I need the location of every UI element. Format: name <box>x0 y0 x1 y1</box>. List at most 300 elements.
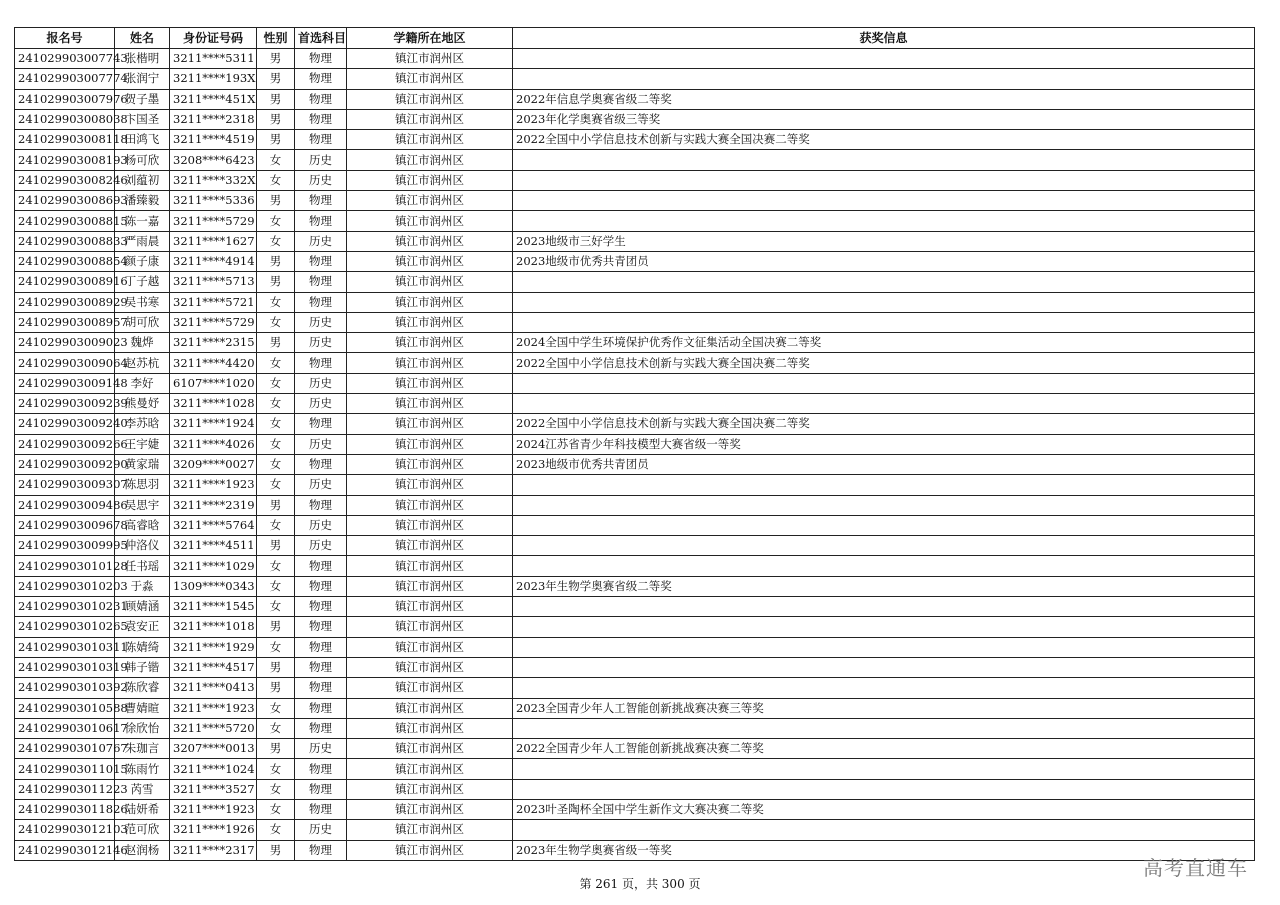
cell-name: 芮雪 <box>115 779 170 799</box>
cell-region: 镇江市润州区 <box>347 617 513 637</box>
table-row <box>15 475 1255 495</box>
cell-subject: 物理 <box>295 353 347 373</box>
cell-awards: 2022全国中小学信息技术创新与实践大赛全国决赛二等奖 <box>513 353 1255 373</box>
cell-id-number: 3211****4517 <box>170 657 257 677</box>
cell-name: 赵苏杭 <box>115 353 170 373</box>
cell-subject: 历史 <box>295 312 347 332</box>
table-row <box>15 515 1255 535</box>
cell-registration-no: 241029903010767 <box>15 739 115 759</box>
cell-name: 赵润杨 <box>115 840 170 860</box>
cell-region: 镇江市润州区 <box>347 434 513 454</box>
cell-gender: 女 <box>257 211 295 231</box>
cell-gender: 女 <box>257 150 295 170</box>
cell-id-number: 3211****332X <box>170 170 257 190</box>
cell-id-number: 3211****451X <box>170 89 257 109</box>
cell-id-number: 3211****2318 <box>170 109 257 129</box>
cell-subject: 物理 <box>295 414 347 434</box>
cell-name: 陆妍希 <box>115 799 170 819</box>
cell-id-number: 3211****5764 <box>170 515 257 535</box>
cell-awards: 2024江苏省青少年科技模型大赛省级一等奖 <box>513 434 1255 454</box>
cell-region: 镇江市润州区 <box>347 515 513 535</box>
cell-subject: 历史 <box>295 333 347 353</box>
table-row <box>15 434 1255 454</box>
cell-registration-no: 241029903009023 <box>15 333 115 353</box>
cell-region: 镇江市润州区 <box>347 576 513 596</box>
cell-registration-no: 241029903011223 <box>15 779 115 799</box>
cell-awards <box>513 597 1255 617</box>
cell-awards <box>513 150 1255 170</box>
cell-subject: 历史 <box>295 434 347 454</box>
cell-subject: 物理 <box>295 130 347 150</box>
cell-subject: 物理 <box>295 109 347 129</box>
cell-gender: 女 <box>257 414 295 434</box>
cell-registration-no: 241029903010588 <box>15 698 115 718</box>
cell-subject: 物理 <box>295 637 347 657</box>
table-row <box>15 759 1255 779</box>
cell-name: 韩子锴 <box>115 657 170 677</box>
cell-name: 田鸿飞 <box>115 130 170 150</box>
cell-id-number: 3211****5720 <box>170 718 257 738</box>
table-row <box>15 556 1255 576</box>
cell-name: 范可欣 <box>115 820 170 840</box>
table-row <box>15 49 1255 69</box>
cell-subject: 历史 <box>295 739 347 759</box>
cell-awards <box>513 211 1255 231</box>
cell-subject: 物理 <box>295 272 347 292</box>
cell-region: 镇江市润州区 <box>347 678 513 698</box>
table-row <box>15 130 1255 150</box>
cell-registration-no: 241029903010128 <box>15 556 115 576</box>
cell-subject: 物理 <box>295 576 347 596</box>
cell-awards: 2022年信息学奥赛省级二等奖 <box>513 89 1255 109</box>
cell-name: 张润宁 <box>115 69 170 89</box>
cell-awards <box>513 49 1255 69</box>
cell-name: 李好 <box>115 373 170 393</box>
cell-gender: 女 <box>257 292 295 312</box>
cell-name: 袁安正 <box>115 617 170 637</box>
table-row <box>15 739 1255 759</box>
cell-gender: 女 <box>257 231 295 251</box>
cell-subject: 物理 <box>295 89 347 109</box>
table-row <box>15 799 1255 819</box>
table-row <box>15 779 1255 799</box>
cell-subject: 物理 <box>295 191 347 211</box>
cell-id-number: 3211****1029 <box>170 556 257 576</box>
cell-registration-no: 241029903010617 <box>15 718 115 738</box>
cell-gender: 男 <box>257 617 295 637</box>
table-row <box>15 597 1255 617</box>
cell-registration-no: 241029903010392 <box>15 678 115 698</box>
table-row <box>15 109 1255 129</box>
cell-subject: 物理 <box>295 454 347 474</box>
cell-subject: 物理 <box>295 617 347 637</box>
cell-id-number: 3211****4519 <box>170 130 257 150</box>
table-row <box>15 820 1255 840</box>
cell-registration-no: 241029903011015 <box>15 759 115 779</box>
cell-name: 刘蕴初 <box>115 170 170 190</box>
cell-subject: 历史 <box>295 536 347 556</box>
cell-registration-no: 241029903009995 <box>15 536 115 556</box>
cell-gender: 男 <box>257 130 295 150</box>
cell-subject: 物理 <box>295 698 347 718</box>
cell-region: 镇江市润州区 <box>347 698 513 718</box>
cell-registration-no: 241029903008929 <box>15 292 115 312</box>
cell-registration-no: 241029903008038 <box>15 109 115 129</box>
cell-subject: 物理 <box>295 678 347 698</box>
table-row <box>15 718 1255 738</box>
cell-gender: 男 <box>257 495 295 515</box>
table-row <box>15 657 1255 677</box>
cell-gender: 女 <box>257 820 295 840</box>
cell-name: 朱珈言 <box>115 739 170 759</box>
cell-id-number: 3211****5713 <box>170 272 257 292</box>
cell-name: 卞国圣 <box>115 109 170 129</box>
table-row <box>15 312 1255 332</box>
cell-gender: 男 <box>257 840 295 860</box>
table-row <box>15 211 1255 231</box>
cell-id-number: 3211****1627 <box>170 231 257 251</box>
cell-gender: 男 <box>257 536 295 556</box>
cell-region: 镇江市润州区 <box>347 759 513 779</box>
cell-gender: 女 <box>257 779 295 799</box>
table-row <box>15 576 1255 596</box>
cell-region: 镇江市润州区 <box>347 414 513 434</box>
table-row <box>15 231 1255 251</box>
cell-gender: 女 <box>257 799 295 819</box>
cell-registration-no: 241029903010203 <box>15 576 115 596</box>
cell-gender: 男 <box>257 49 295 69</box>
cell-gender: 女 <box>257 698 295 718</box>
table-row <box>15 454 1255 474</box>
cell-gender: 女 <box>257 515 295 535</box>
cell-subject: 历史 <box>295 820 347 840</box>
cell-id-number: 3209****0027 <box>170 454 257 474</box>
cell-name: 顾婧涵 <box>115 597 170 617</box>
table-row <box>15 495 1255 515</box>
cell-awards: 2023地级市优秀共青团员 <box>513 454 1255 474</box>
cell-awards: 2022全国中小学信息技术创新与实践大赛全国决赛二等奖 <box>513 414 1255 434</box>
cell-awards: 2023地级市优秀共青团员 <box>513 251 1255 271</box>
cell-awards <box>513 657 1255 677</box>
cell-subject: 物理 <box>295 597 347 617</box>
cell-name: 贺子墨 <box>115 89 170 109</box>
cell-awards: 2023年化学奥赛省级三等奖 <box>513 109 1255 129</box>
cell-registration-no: 241029903009148 <box>15 373 115 393</box>
cell-awards <box>513 312 1255 332</box>
cell-name: 徐欣怡 <box>115 718 170 738</box>
cell-name: 仲洛仪 <box>115 536 170 556</box>
cell-awards: 2023年生物学奥赛省级二等奖 <box>513 576 1255 596</box>
cell-subject: 物理 <box>295 799 347 819</box>
table-header-row <box>15 28 1255 49</box>
cell-awards: 2023年生物学奥赛省级一等奖 <box>513 840 1255 860</box>
page-number: 第 261 页，共 300 页 <box>579 877 701 891</box>
cell-region: 镇江市润州区 <box>347 130 513 150</box>
cell-awards <box>513 617 1255 637</box>
cell-registration-no: 241029903008957 <box>15 312 115 332</box>
cell-registration-no: 241029903007774 <box>15 69 115 89</box>
cell-gender: 女 <box>257 718 295 738</box>
cell-subject: 历史 <box>295 150 347 170</box>
cell-region: 镇江市润州区 <box>347 312 513 332</box>
cell-subject: 物理 <box>295 251 347 271</box>
cell-name: 熊曼妤 <box>115 394 170 414</box>
cell-subject: 历史 <box>295 394 347 414</box>
cell-registration-no: 241029903008854 <box>15 251 115 271</box>
cell-gender: 女 <box>257 312 295 332</box>
cell-registration-no: 241029903008833 <box>15 231 115 251</box>
cell-region: 镇江市润州区 <box>347 109 513 129</box>
cell-id-number: 3211****2319 <box>170 495 257 515</box>
cell-id-number: 3211****5336 <box>170 191 257 211</box>
cell-region: 镇江市润州区 <box>347 820 513 840</box>
cell-registration-no: 241029903009239 <box>15 394 115 414</box>
cell-region: 镇江市润州区 <box>347 211 513 231</box>
cell-name: 吴书寒 <box>115 292 170 312</box>
cell-subject: 物理 <box>295 718 347 738</box>
cell-id-number: 3211****5729 <box>170 211 257 231</box>
cell-region: 镇江市润州区 <box>347 333 513 353</box>
cell-region: 镇江市润州区 <box>347 231 513 251</box>
cell-name: 黄家瑞 <box>115 454 170 474</box>
cell-subject: 历史 <box>295 515 347 535</box>
cell-region: 镇江市润州区 <box>347 251 513 271</box>
cell-region: 镇江市润州区 <box>347 739 513 759</box>
cell-gender: 女 <box>257 759 295 779</box>
cell-id-number: 3211****193X <box>170 69 257 89</box>
table-row <box>15 840 1255 860</box>
cell-name: 陈思羽 <box>115 475 170 495</box>
cell-awards: 2024全国中学生环境保护优秀作文征集活动全国决赛二等奖 <box>513 333 1255 353</box>
cell-id-number: 3211****1924 <box>170 414 257 434</box>
cell-region: 镇江市润州区 <box>347 718 513 738</box>
award-table <box>14 27 1255 861</box>
cell-id-number: 3211****1018 <box>170 617 257 637</box>
cell-id-number: 3211****0413 <box>170 678 257 698</box>
cell-gender: 男 <box>257 657 295 677</box>
table-row <box>15 678 1255 698</box>
cell-region: 镇江市润州区 <box>347 49 513 69</box>
watermark: 高考直通车 <box>1143 856 1248 880</box>
cell-registration-no: 241029903010265 <box>15 617 115 637</box>
header-id-number: 身份证号码 <box>170 28 257 49</box>
cell-subject: 物理 <box>295 211 347 231</box>
cell-region: 镇江市润州区 <box>347 536 513 556</box>
table-row <box>15 617 1255 637</box>
cell-name: 张楷明 <box>115 49 170 69</box>
cell-registration-no: 241029903009240 <box>15 414 115 434</box>
cell-id-number: 3211****4511 <box>170 536 257 556</box>
cell-awards <box>513 820 1255 840</box>
cell-awards <box>513 191 1255 211</box>
cell-registration-no: 241029903007743 <box>15 49 115 69</box>
cell-id-number: 3211****1545 <box>170 597 257 617</box>
cell-id-number: 3211****1923 <box>170 475 257 495</box>
cell-name: 李苏晗 <box>115 414 170 434</box>
cell-awards: 2022全国中小学信息技术创新与实践大赛全国决赛二等奖 <box>513 130 1255 150</box>
cell-id-number: 3211****4914 <box>170 251 257 271</box>
cell-subject: 物理 <box>295 779 347 799</box>
cell-id-number: 3211****2315 <box>170 333 257 353</box>
cell-region: 镇江市润州区 <box>347 637 513 657</box>
cell-name: 任书瑶 <box>115 556 170 576</box>
cell-region: 镇江市润州区 <box>347 89 513 109</box>
cell-id-number: 3211****1929 <box>170 637 257 657</box>
cell-name: 曹婧暄 <box>115 698 170 718</box>
cell-awards: 2023叶圣陶杯全国中学生新作文大赛决赛二等奖 <box>513 799 1255 819</box>
cell-id-number: 3211****1923 <box>170 799 257 819</box>
table-row <box>15 698 1255 718</box>
cell-id-number: 3211****5729 <box>170 312 257 332</box>
cell-name: 陈欣睿 <box>115 678 170 698</box>
cell-awards <box>513 718 1255 738</box>
cell-awards <box>513 536 1255 556</box>
cell-id-number: 3207****0013 <box>170 739 257 759</box>
cell-gender: 男 <box>257 333 295 353</box>
header-gender: 性别 <box>257 28 295 49</box>
cell-id-number: 6107****1020 <box>170 373 257 393</box>
cell-gender: 女 <box>257 170 295 190</box>
cell-gender: 男 <box>257 678 295 698</box>
table-row <box>15 333 1255 353</box>
cell-region: 镇江市润州区 <box>347 69 513 89</box>
cell-name: 陈一嘉 <box>115 211 170 231</box>
table-row <box>15 272 1255 292</box>
cell-registration-no: 241029903008916 <box>15 272 115 292</box>
cell-gender: 男 <box>257 89 295 109</box>
cell-gender: 女 <box>257 394 295 414</box>
cell-name: 丁子越 <box>115 272 170 292</box>
cell-registration-no: 241029903011826 <box>15 799 115 819</box>
cell-awards <box>513 556 1255 576</box>
table-row <box>15 637 1255 657</box>
cell-region: 镇江市润州区 <box>347 191 513 211</box>
cell-gender: 女 <box>257 475 295 495</box>
cell-registration-no: 241029903008815 <box>15 211 115 231</box>
cell-awards <box>513 394 1255 414</box>
cell-gender: 女 <box>257 556 295 576</box>
cell-awards <box>513 373 1255 393</box>
cell-subject: 物理 <box>295 556 347 576</box>
cell-region: 镇江市润州区 <box>347 170 513 190</box>
cell-subject: 物理 <box>295 292 347 312</box>
cell-awards <box>513 495 1255 515</box>
cell-gender: 女 <box>257 434 295 454</box>
table-row <box>15 292 1255 312</box>
cell-registration-no: 241029903009290 <box>15 454 115 474</box>
cell-registration-no: 241029903012146 <box>15 840 115 860</box>
cell-region: 镇江市润州区 <box>347 495 513 515</box>
header-region: 学籍所在地区 <box>347 28 513 49</box>
cell-region: 镇江市润州区 <box>347 475 513 495</box>
cell-region: 镇江市润州区 <box>347 394 513 414</box>
cell-gender: 女 <box>257 373 295 393</box>
cell-id-number: 3211****2317 <box>170 840 257 860</box>
cell-registration-no: 241029903010231 <box>15 597 115 617</box>
header-awards: 获奖信息 <box>513 28 1255 49</box>
cell-registration-no: 241029903010311 <box>15 637 115 657</box>
cell-name: 吴思宇 <box>115 495 170 515</box>
table-row <box>15 394 1255 414</box>
cell-subject: 物理 <box>295 657 347 677</box>
cell-awards <box>513 69 1255 89</box>
cell-gender: 男 <box>257 739 295 759</box>
cell-gender: 男 <box>257 109 295 129</box>
cell-name: 高睿晗 <box>115 515 170 535</box>
cell-awards <box>513 759 1255 779</box>
cell-awards <box>513 637 1255 657</box>
cell-subject: 物理 <box>295 495 347 515</box>
cell-registration-no: 241029903009307 <box>15 475 115 495</box>
cell-gender: 女 <box>257 353 295 373</box>
cell-gender: 女 <box>257 454 295 474</box>
table-row <box>15 150 1255 170</box>
cell-region: 镇江市润州区 <box>347 799 513 819</box>
cell-registration-no: 241029903009486 <box>15 495 115 515</box>
table-row <box>15 414 1255 434</box>
cell-registration-no: 241029903008193 <box>15 150 115 170</box>
cell-name: 潘臻毅 <box>115 191 170 211</box>
cell-name: 魏烨 <box>115 333 170 353</box>
cell-registration-no: 241029903008118 <box>15 130 115 150</box>
table-row <box>15 353 1255 373</box>
cell-id-number: 3211****4420 <box>170 353 257 373</box>
cell-awards: 2022全国青少年人工智能创新挑战赛决赛二等奖 <box>513 739 1255 759</box>
cell-name: 陈雨竹 <box>115 759 170 779</box>
document-sheet <box>14 27 1254 861</box>
cell-registration-no: 241029903010319 <box>15 657 115 677</box>
cell-region: 镇江市润州区 <box>347 373 513 393</box>
cell-subject: 物理 <box>295 759 347 779</box>
cell-gender: 男 <box>257 69 295 89</box>
cell-gender: 男 <box>257 251 295 271</box>
cell-subject: 历史 <box>295 475 347 495</box>
cell-name: 胡可欣 <box>115 312 170 332</box>
cell-registration-no: 241029903012103 <box>15 820 115 840</box>
cell-id-number: 3211****5311 <box>170 49 257 69</box>
cell-gender: 男 <box>257 191 295 211</box>
cell-region: 镇江市润州区 <box>347 657 513 677</box>
cell-id-number: 3211****1923 <box>170 698 257 718</box>
cell-id-number: 3211****3527 <box>170 779 257 799</box>
cell-name: 颜子康 <box>115 251 170 271</box>
cell-name: 陈婧绮 <box>115 637 170 657</box>
cell-region: 镇江市润州区 <box>347 597 513 617</box>
cell-region: 镇江市润州区 <box>347 292 513 312</box>
cell-awards <box>513 678 1255 698</box>
cell-registration-no: 241029903008693 <box>15 191 115 211</box>
cell-id-number: 3211****1024 <box>170 759 257 779</box>
cell-registration-no: 241029903009266 <box>15 434 115 454</box>
cell-id-number: 3208****6423 <box>170 150 257 170</box>
cell-subject: 物理 <box>295 69 347 89</box>
table-body <box>15 49 1255 861</box>
table-row <box>15 69 1255 89</box>
cell-gender: 女 <box>257 637 295 657</box>
cell-awards <box>513 779 1255 799</box>
cell-region: 镇江市润州区 <box>347 454 513 474</box>
cell-id-number: 3211****5721 <box>170 292 257 312</box>
cell-subject: 历史 <box>295 373 347 393</box>
header-registration-no: 报名号 <box>15 28 115 49</box>
cell-name: 严雨晨 <box>115 231 170 251</box>
cell-registration-no: 241029903009064 <box>15 353 115 373</box>
cell-awards <box>513 292 1255 312</box>
cell-region: 镇江市润州区 <box>347 272 513 292</box>
cell-gender: 女 <box>257 576 295 596</box>
cell-registration-no: 241029903008246 <box>15 170 115 190</box>
cell-id-number: 1309****0343 <box>170 576 257 596</box>
